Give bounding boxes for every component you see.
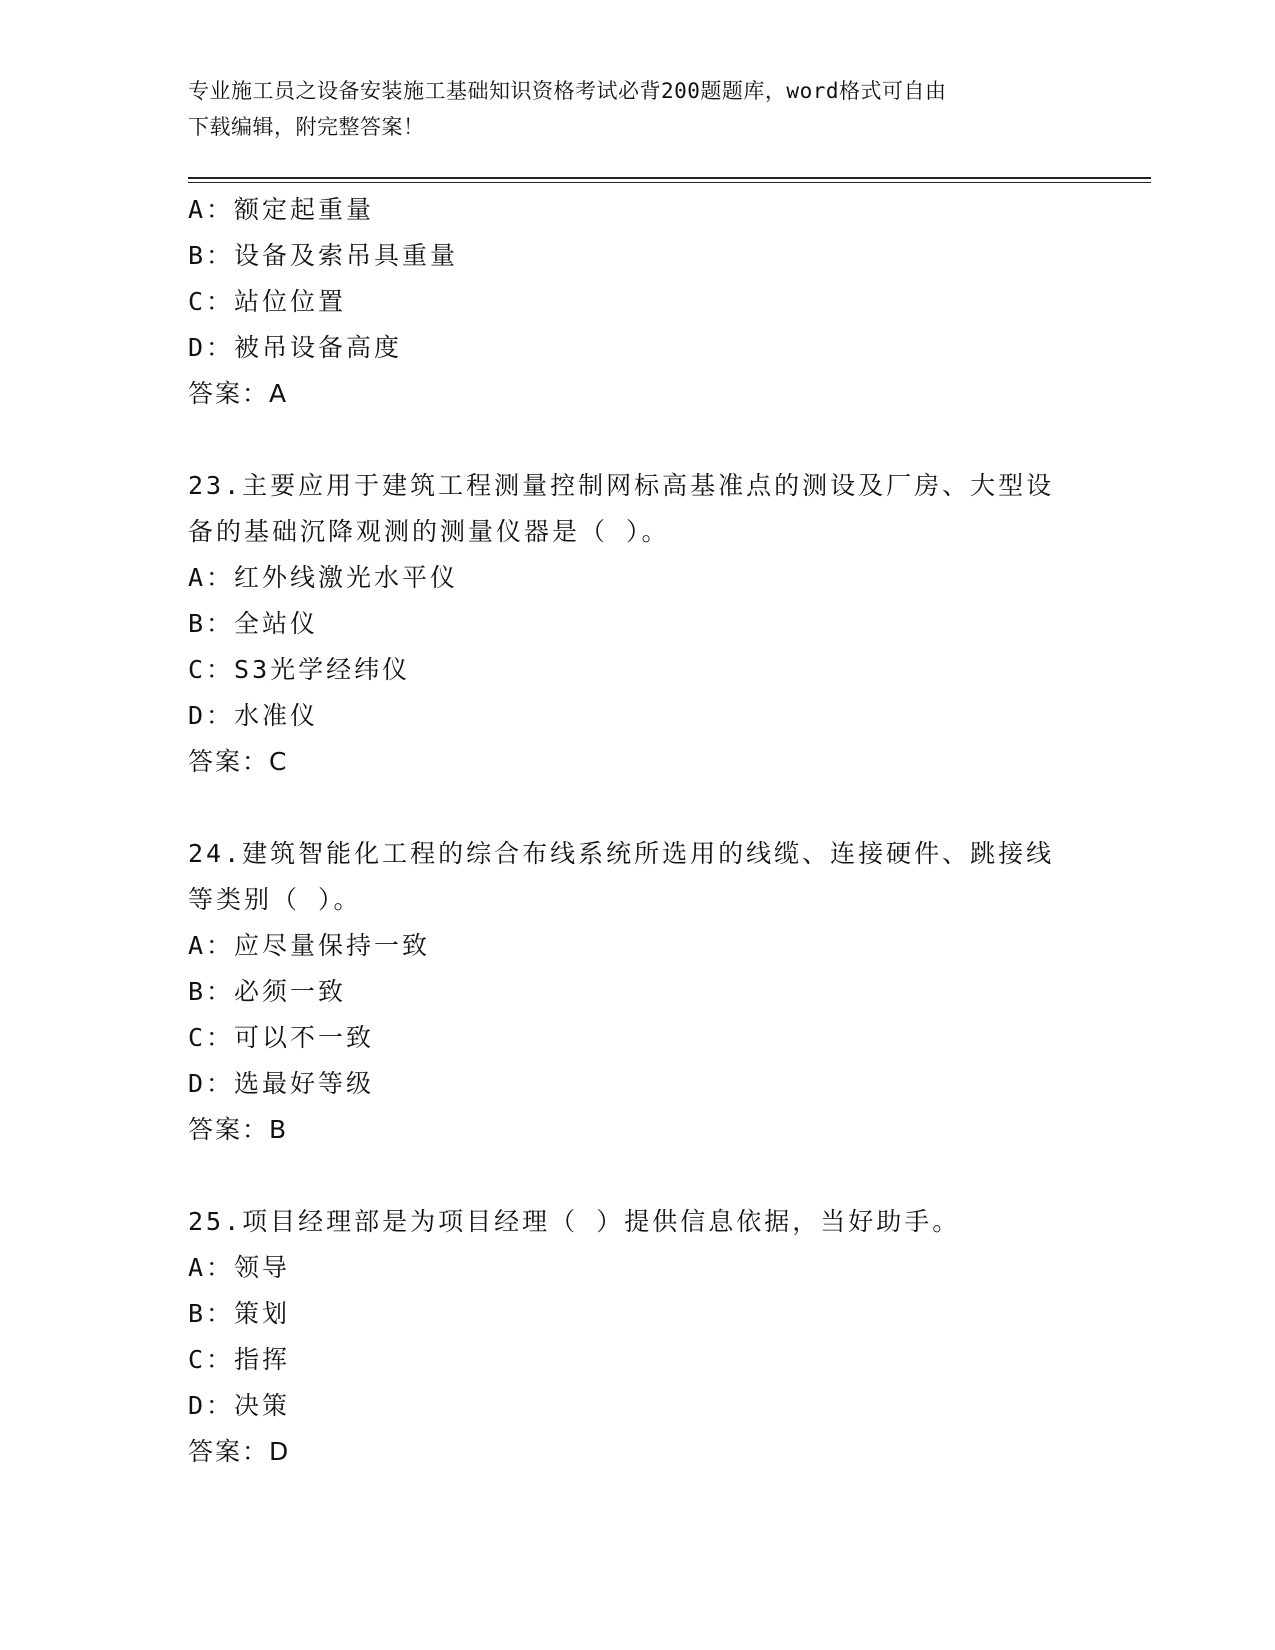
question-stem: 23.主要应用于建筑工程测量控制网标高基准点的测设及厂房、大型设: [188, 471, 1055, 500]
option-c: C：指挥: [188, 1345, 291, 1374]
question-25: [188, 1199, 1088, 1475]
option-a: A：领导: [188, 1253, 291, 1282]
question-stem: 备的基础沉降观测的测量仪器是（ ）。: [188, 517, 670, 546]
option-d: D：水准仪: [188, 701, 319, 730]
question-23: [188, 463, 1088, 785]
answer: 答案：B: [188, 1115, 289, 1144]
option-b: B：必须一致: [188, 977, 347, 1006]
answer: 答案：A: [188, 379, 289, 408]
header-line-2: 下载编辑，附完整答案！: [188, 115, 425, 139]
option-b: B：策划: [188, 1299, 291, 1328]
question-list: [188, 187, 1088, 1475]
header-line-1: 专业施工员之设备安装施工基础知识资格考试必背200题题库，word格式可自由: [188, 79, 947, 103]
spacer: [188, 417, 1088, 463]
option-a: A：额定起重量: [188, 195, 375, 224]
answer: 答案：D: [188, 1437, 291, 1466]
header-rule-thin: [188, 182, 1151, 183]
option-a: A：应尽量保持一致: [188, 931, 431, 960]
question-stem: 25.项目经理部是为项目经理（ ）提供信息依据，当好助手。: [188, 1207, 961, 1236]
option-c: C：可以不一致: [188, 1023, 375, 1052]
option-a: A：红外线激光水平仪: [188, 563, 459, 592]
question-22: [188, 187, 1088, 417]
document-header: [188, 73, 1068, 145]
header-rule-thick: [188, 177, 1151, 179]
option-d: D：决策: [188, 1391, 291, 1420]
option-d: D：被吊设备高度: [188, 333, 403, 362]
question-stem: 24.建筑智能化工程的综合布线系统所选用的线缆、连接硬件、跳接线: [188, 839, 1055, 868]
option-b: B：设备及索吊具重量: [188, 241, 459, 270]
option-c: C：站位位置: [188, 287, 347, 316]
spacer: [188, 785, 1088, 831]
option-d: D：选最好等级: [188, 1069, 375, 1098]
option-c: C：S3光学经纬仪: [188, 655, 411, 684]
question-stem: 等类别（ ）。: [188, 885, 362, 914]
option-b: B：全站仪: [188, 609, 319, 638]
spacer: [188, 1153, 1088, 1199]
question-24: [188, 831, 1088, 1153]
answer: 答案：C: [188, 747, 289, 776]
